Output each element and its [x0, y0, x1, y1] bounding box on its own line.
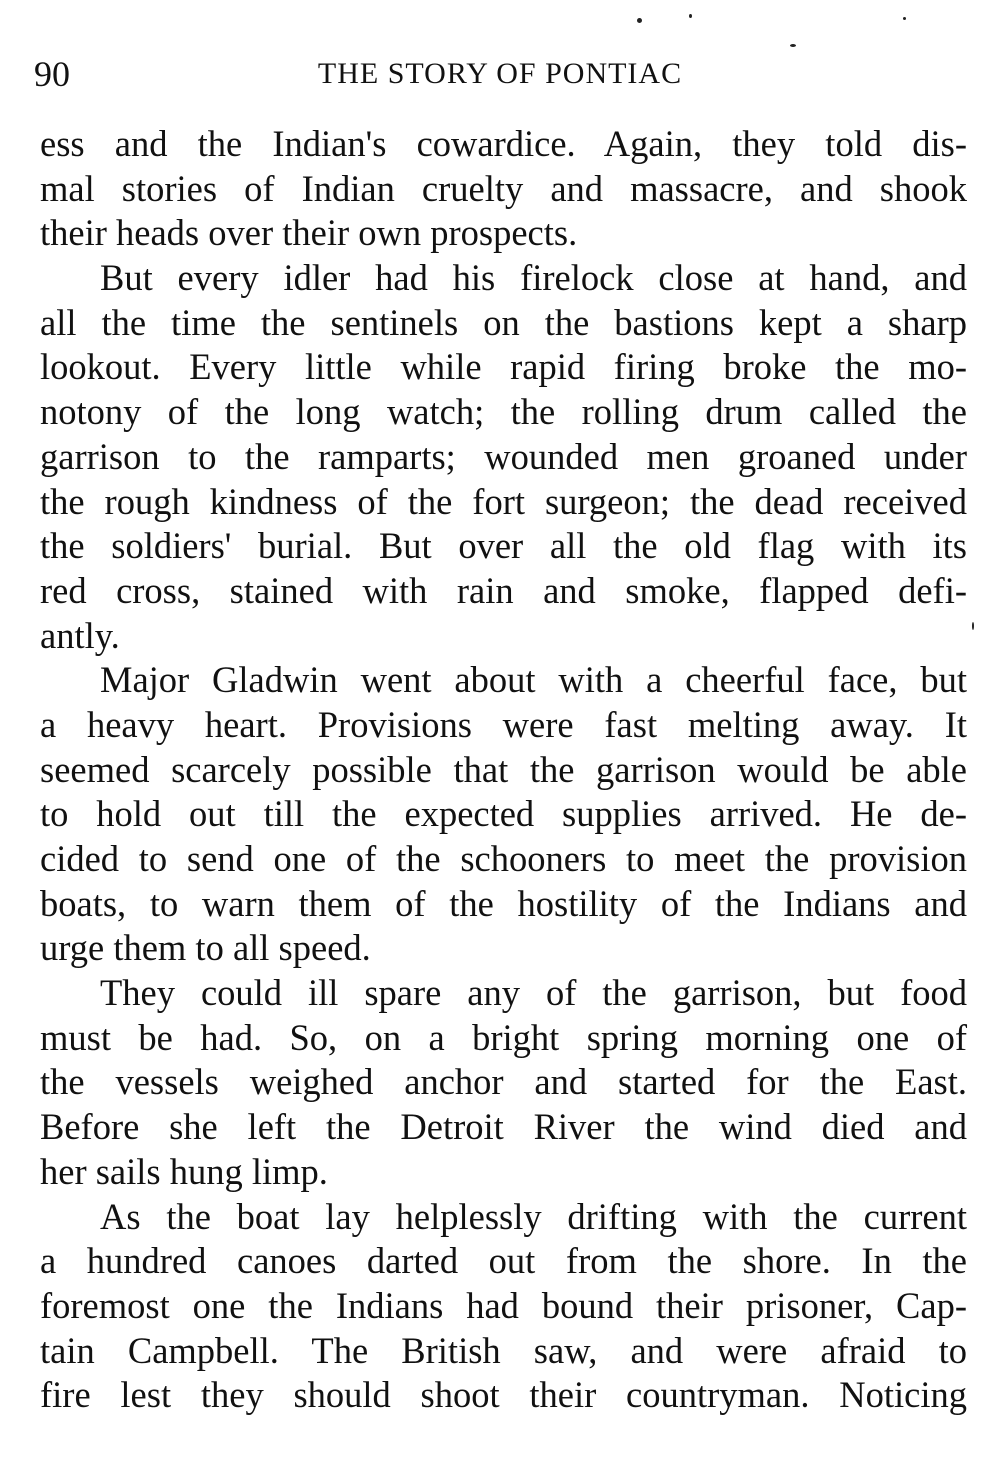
text-line: the vessels weighed anchor and started for the East. [40, 1061, 967, 1103]
page-number: 90 [34, 54, 70, 94]
text-line: notony of the long watch; the rolling drum called the [40, 391, 967, 433]
text-line: cided to send one of the schooners to meet the provision [40, 838, 967, 879]
text-line: antly. [40, 614, 120, 656]
text-line: red cross, stained with rain and smoke, flapped defi- [40, 569, 967, 611]
text-line: fire lest they should shoot their countryman. Noticing [40, 1374, 967, 1416]
text-line: a hundred canoes darted out from the shore. In the [40, 1240, 967, 1282]
running-head: THE STORY OF PONTIAC [317, 57, 683, 90]
print-speck [972, 622, 974, 630]
text-line: They could ill spare any of the garrison, but food [100, 972, 967, 1014]
print-speck [637, 18, 642, 23]
text-line: a heavy heart. Provisions were fast melting away. It [40, 703, 967, 745]
text-line: must be had. So, on a bright spring morning one of [40, 1016, 967, 1058]
text-line: their heads over their own prospects. [40, 212, 578, 254]
text-line: ess and the Indian's cowardice. Again, they told dis- [40, 123, 967, 164]
text-line: Major Gladwin went about with a cheerful face, but [100, 659, 967, 701]
text-line: seemed scarcely possible that the garrison would be able [40, 748, 967, 790]
text-line: her sails hung limp. [40, 1150, 328, 1192]
body-text [40, 122, 967, 1418]
text-line: all the time the sentinels on the bastions kept a sharp [40, 301, 967, 343]
text-line: boats, to warn them of the hostility of the Indians and [40, 882, 967, 924]
text-line: But every idler had his firelock close at hand, and [100, 257, 967, 299]
text-line: the soldiers' burial. But over all the old flag with its [40, 525, 967, 567]
text-line: urge them to all speed. [40, 927, 371, 969]
text-line: tain Campbell. The British saw, and were afraid to [40, 1329, 967, 1371]
text-line: to hold out till the expected supplies arrived. He de- [40, 793, 967, 835]
text-line: mal stories of Indian cruelty and massacre, and shook [40, 167, 967, 209]
print-speck [689, 14, 692, 18]
print-speck [903, 17, 906, 20]
print-speck [790, 44, 796, 47]
text-line: lookout. Every little while rapid firing broke the mo- [40, 346, 967, 388]
text-line: Before she left the Detroit River the wind died and [40, 1106, 967, 1148]
text-line: garrison to the ramparts; wounded men groaned under [40, 435, 967, 477]
text-line: foremost one the Indians had bound their prisoner, Cap- [40, 1284, 967, 1326]
text-line: As the boat lay helplessly drifting with the current [100, 1195, 967, 1237]
text-line: the rough kindness of the fort surgeon; the dead received [40, 480, 967, 522]
